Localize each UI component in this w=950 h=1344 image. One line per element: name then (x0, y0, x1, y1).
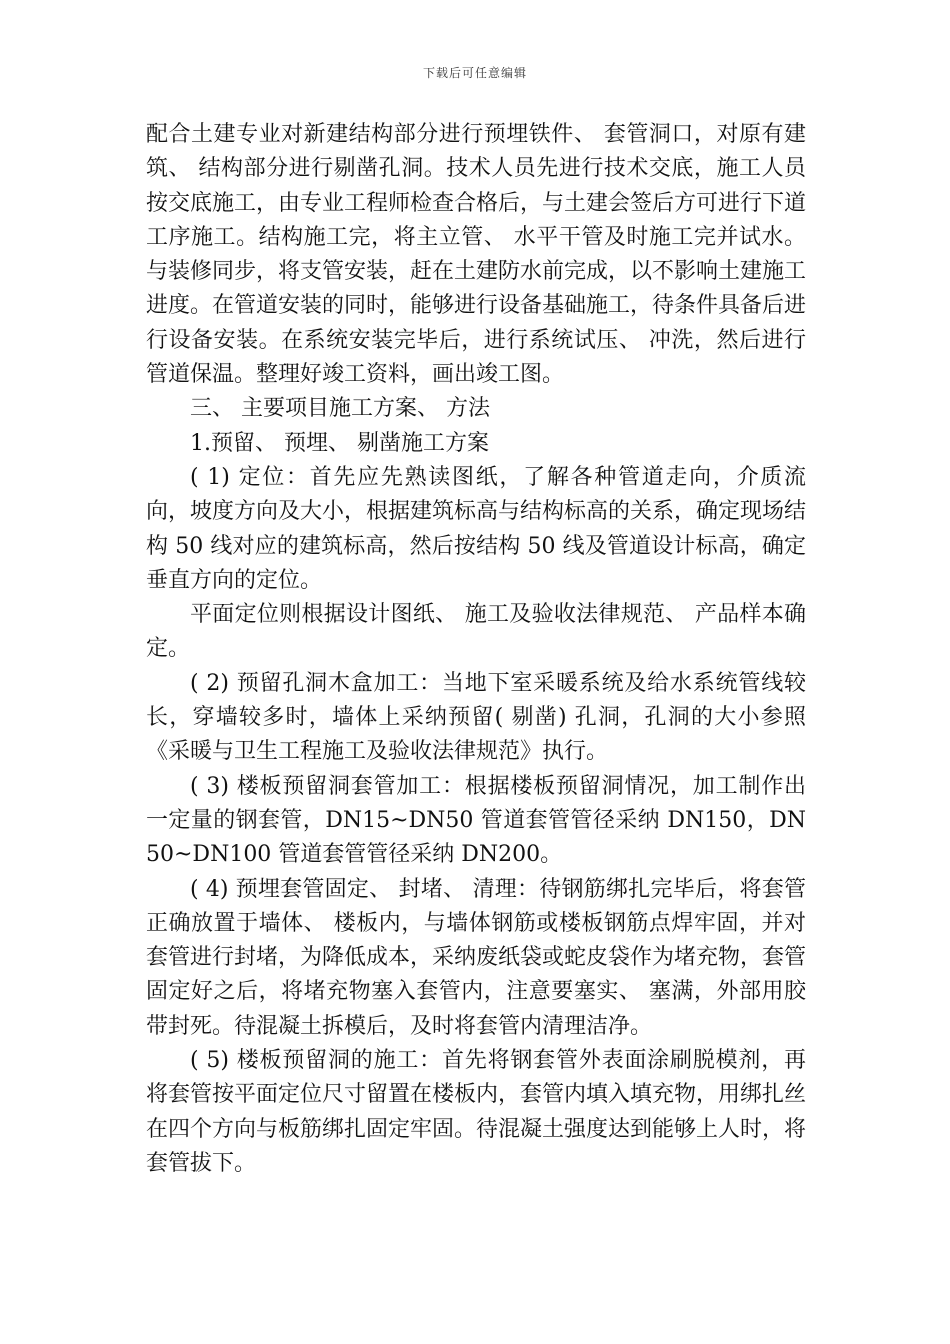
section-heading-3: 三、 主要项目施工方案、 方法 (190, 396, 490, 422)
paragraph-item-3: ( 3) 楼板预留洞套管加工：根据楼板预留洞情况，加工制作出一定量的钢套管，DN15~DN50 管道套管管径采纳 DN150，DN50~DN100 管道套管管径采纳 DN200。 (146, 773, 806, 868)
document-body (146, 118, 806, 1181)
paragraph-item-1: ( 1) 定位：首先应先熟读图纸，了解各种管道走向，介质流向，坡度方向及大小，根据建筑标高与结构标高的关系，确定现场结构 50 线对应的建筑标高，然后按结构 50 线及管道设计标高，确定垂直方向的定位。 (146, 464, 807, 593)
paragraph-item-5: ( 5) 楼板预留洞的施工：首先将钢套管外表面涂刷脱模剂，再将套管按平面定位尺寸留置在楼板内，套管内填入填充物，用绑扎丝在四个方向与板筋绑扎固定牢固。待混凝土强度达到能够上人时，将套管拔下。 (146, 1048, 807, 1176)
subsection-heading-1: 1.预留、 预埋、 剔凿施工方案 (190, 430, 489, 456)
paragraph-item-4: ( 4) 预埋套管固定、 封堵、 清理：待钢筋绑扎完毕后，将套管正确放置于墙体、 楼板内，与墙体钢筋或楼板钢筋点焊牢固，并对套管进行封堵，为降低成本，采纳废纸袋或蛇皮袋作为堵充物，套管固定好之后，将堵充物塞入套管内，注意要塞实、 塞满，外部用胶带封死。待混凝土拆模后，及时将套管内清理洁净。 (146, 876, 807, 1039)
page-header: 下载后可任意编辑 (422, 66, 527, 80)
paragraph-item-2: ( 2) 预留孔洞木盒加工：当地下室采暖系统及给水系统管线较长，穿墙较多时，墙体上采纳预留( 剔凿) 孔洞，孔洞的大小参照《采暖与卫生工程施工及验收法律规范》执行。 (146, 670, 806, 765)
paragraph-plane-positioning: 平面定位则根据设计图纸、 施工及验收法律规范、 产品样本确定。 (146, 602, 806, 662)
paragraph-intro: 配合土建专业对新建结构部分进行预埋铁件、 套管洞口，对原有建筑、 结构部分进行剔凿孔洞。技术人员先进行技术交底，施工人员按交底施工，由专业工程师检查合格后，与土建会签后方可进行下道工序施工。结构施工完，将主立管、 水平干管及时施工完并试水。与装修同步，将支管安装，赶在土建防水前完成，以不影响土建施工进度。在管道安装的同时，能够进行设备基础施工，待条件具备后进行设备安装。在系统安装完毕后，进行系统试压、 冲洗，然后进行管道保温。整理好竣工资料，画出竣工图。 (146, 122, 807, 388)
